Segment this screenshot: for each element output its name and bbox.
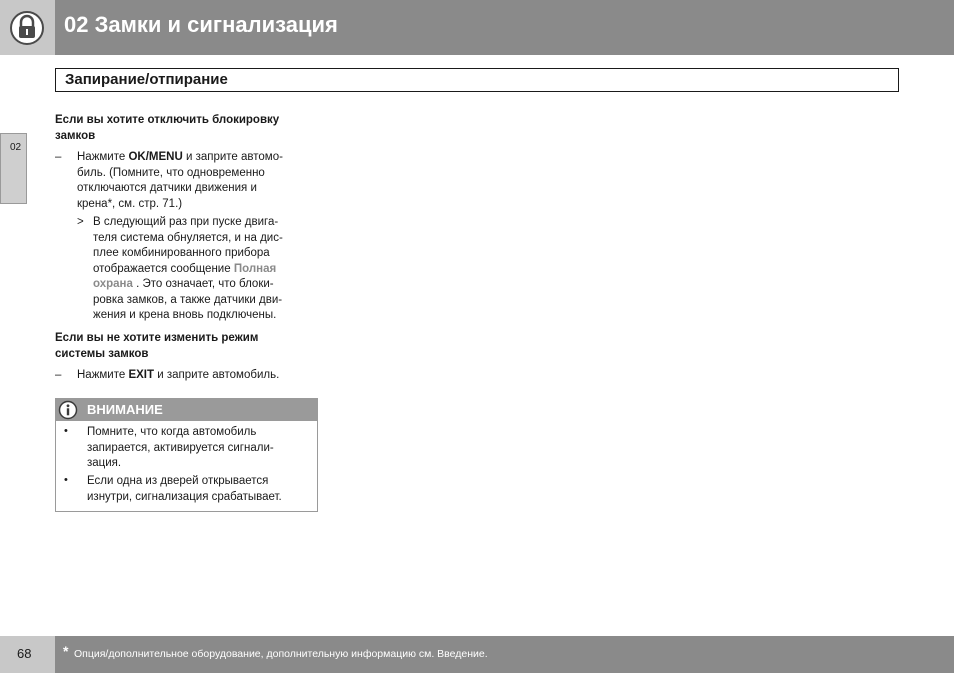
step-text: и заприте автомо- — [182, 151, 283, 163]
page-number: 68 — [17, 646, 32, 661]
bullet-icon: • — [64, 474, 68, 486]
step-dash: – — [55, 151, 62, 163]
warning-header — [56, 399, 317, 421]
section-heading-box — [55, 68, 899, 92]
step-dash: – — [55, 369, 62, 381]
block2-heading-line: системы замков — [55, 348, 149, 360]
result-line: плее комбинированного прибора — [93, 247, 270, 259]
warning-line: запирается, активируется сигнали- — [87, 441, 274, 454]
section-title: Запирание/отпирание — [65, 71, 228, 88]
step-text: Нажмите — [77, 151, 129, 163]
warning-item — [87, 425, 312, 472]
chapter-header — [0, 0, 954, 55]
warning-title: ВНИМАНИЕ — [87, 402, 163, 417]
lock-icon — [9, 10, 45, 46]
block1-result — [93, 215, 315, 324]
step-line: биль. (Помните, что одновременно — [77, 166, 265, 179]
footer-bar — [55, 636, 954, 673]
result-arrow: > — [77, 216, 84, 228]
result-line: теля система обнуляется, и на дис- — [93, 231, 283, 244]
chapter-side-tab — [0, 133, 27, 204]
bullet-icon: • — [64, 425, 68, 437]
ok-menu-key: OK/MENU — [128, 151, 183, 163]
footnote-star: * — [63, 643, 69, 659]
result-line — [93, 277, 315, 293]
result-text: отображается сообщение — [93, 262, 234, 275]
block1-heading-line: замков — [55, 130, 96, 142]
step-line — [77, 150, 317, 166]
block1-heading — [55, 112, 317, 144]
step-text: Нажмите — [77, 369, 129, 381]
display-message: Полная — [233, 262, 277, 275]
block1-heading-line: Если вы хотите отключить блокировку — [55, 114, 280, 126]
warning-item — [87, 474, 312, 505]
warning-line: Если одна из дверей открывается — [87, 475, 269, 487]
block1-step — [77, 150, 317, 212]
chapter-title: 02 Замки и сигнализация — [64, 12, 338, 37]
chapter-icon-box — [0, 0, 55, 55]
result-line — [93, 262, 315, 278]
step-line — [77, 368, 317, 384]
page-number-box — [0, 636, 55, 673]
block2-heading — [55, 330, 317, 362]
side-tab-label: 02 — [10, 142, 22, 153]
result-line: В следующий раз при пуске двига- — [93, 216, 279, 228]
step-text: и заприте автомобиль. — [154, 369, 280, 381]
result-text: . Это означает, что блоки- — [132, 278, 274, 290]
footnote-text: Опция/дополнительное оборудование, дополнительную информацию см. Введение. — [74, 648, 488, 660]
warning-line: изнутри, сигнализация срабатывает. — [87, 490, 282, 503]
result-line: жения и крена вновь подключены. — [93, 309, 277, 321]
warning-line: зация. — [87, 457, 122, 469]
info-icon — [58, 400, 78, 420]
step-line: крена*, см. стр. 71.) — [77, 197, 183, 210]
result-line: ровка замков, а также датчики дви- — [93, 293, 283, 306]
block2-step — [77, 368, 317, 384]
warning-box — [55, 398, 318, 512]
block2-heading-line: Если вы не хотите изменить режим — [55, 332, 259, 344]
step-line: отключаются датчики движения и — [77, 182, 257, 194]
warning-line: Помните, что когда автомобиль — [87, 426, 257, 438]
exit-key: EXIT — [128, 369, 155, 381]
display-message: охрана — [93, 278, 133, 290]
